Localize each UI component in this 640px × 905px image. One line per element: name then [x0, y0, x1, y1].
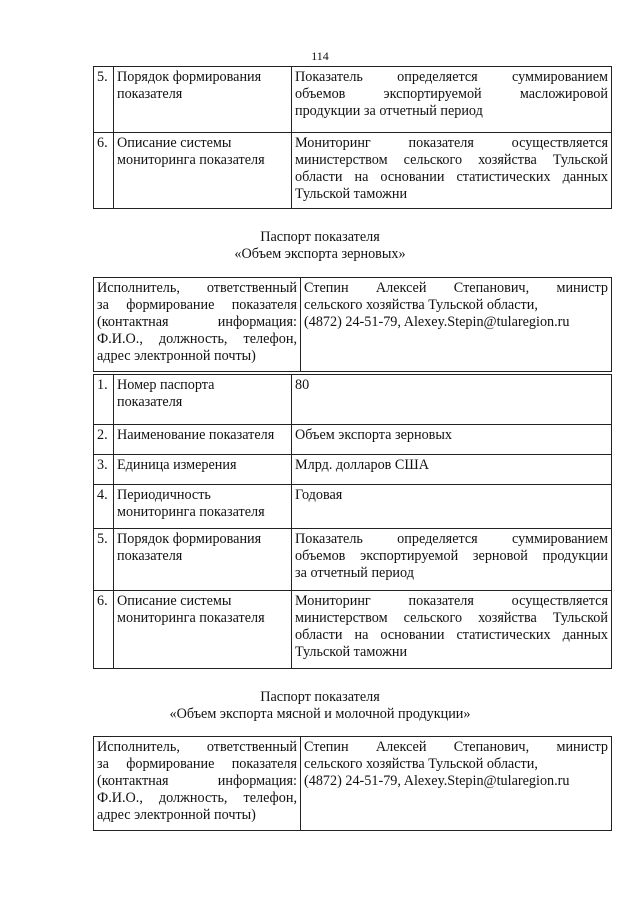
row-value: Показатель определяется суммированием объемов экспортируемой зерновой продукции за отчетный период: [292, 529, 612, 591]
row-label: Описание системы мониторинга показателя: [114, 133, 292, 209]
row-value: Млрд. долларов США: [292, 455, 612, 485]
row-number: 4.: [94, 485, 114, 529]
row-number: 2.: [94, 425, 114, 455]
section-heading: [0, 229, 640, 263]
row-value: 80: [292, 375, 612, 425]
table-row: [94, 529, 612, 591]
executor-table: [93, 736, 612, 831]
row-number: 1.: [94, 375, 114, 425]
executor-label: Исполнитель, ответственный за формирование показателя (контактная информация: Ф.И.О., должность, телефон, адрес электронной почты): [94, 278, 301, 372]
section-heading: [0, 689, 640, 723]
row-label: Единица измерения: [114, 455, 292, 485]
row-number: 5.: [94, 67, 114, 133]
executor-table: [93, 277, 612, 372]
row-label: Периодичность мониторинга показателя: [114, 485, 292, 529]
row-label: Наименование показателя: [114, 425, 292, 455]
row-label: Описание системы мониторинга показателя: [114, 591, 292, 669]
executor-value: Степин Алексей Степанович, министр сельского хозяйства Тульской области, (4872) 24-51-79, Alexey.Stepin@tularegion.ru: [301, 737, 612, 831]
row-value: Годовая: [292, 485, 612, 529]
row-number: 5.: [94, 529, 114, 591]
row-label: Номер паспорта показателя: [114, 375, 292, 425]
indicator-table: [93, 374, 612, 669]
table-row: [94, 278, 612, 372]
table-continuation: [93, 66, 612, 209]
table-row: [94, 485, 612, 529]
table-row: [94, 67, 612, 133]
table-row: [94, 591, 612, 669]
executor-value: Степин Алексей Степанович, министр сельского хозяйства Тульской области, (4872) 24-51-79, Alexey.Stepin@tularegion.ru: [301, 278, 612, 372]
table-row: [94, 133, 612, 209]
row-number: 3.: [94, 455, 114, 485]
heading-line: «Объем экспорта зерновых»: [234, 246, 406, 262]
table-row: [94, 455, 612, 485]
row-label: Порядок формирования показателя: [114, 529, 292, 591]
table-row: [94, 737, 612, 831]
heading-line: Паспорт показателя: [260, 689, 380, 705]
page-number: 114: [311, 49, 329, 63]
table-row: [94, 425, 612, 455]
row-number: 6.: [94, 133, 114, 209]
table-row: [94, 375, 612, 425]
heading-line: «Объем экспорта мясной и молочной продукции»: [169, 706, 471, 722]
row-label: Порядок формирования показателя: [114, 67, 292, 133]
row-value: Объем экспорта зерновых: [292, 425, 612, 455]
executor-label: Исполнитель, ответственный за формирование показателя (контактная информация: Ф.И.О., должность, телефон, адрес электронной почты): [94, 737, 301, 831]
row-value: Мониторинг показателя осуществляется министерством сельского хозяйства Тульской области на основании статистических данных Тульской таможни: [292, 133, 612, 209]
row-number: 6.: [94, 591, 114, 669]
heading-line: Паспорт показателя: [260, 229, 380, 245]
row-value: Показатель определяется суммированием объемов экспортируемой масложировой продукции за отчетный период: [292, 67, 612, 133]
row-value: Мониторинг показателя осуществляется министерством сельского хозяйства Тульской области на основании статистических данных Тульской таможни: [292, 591, 612, 669]
